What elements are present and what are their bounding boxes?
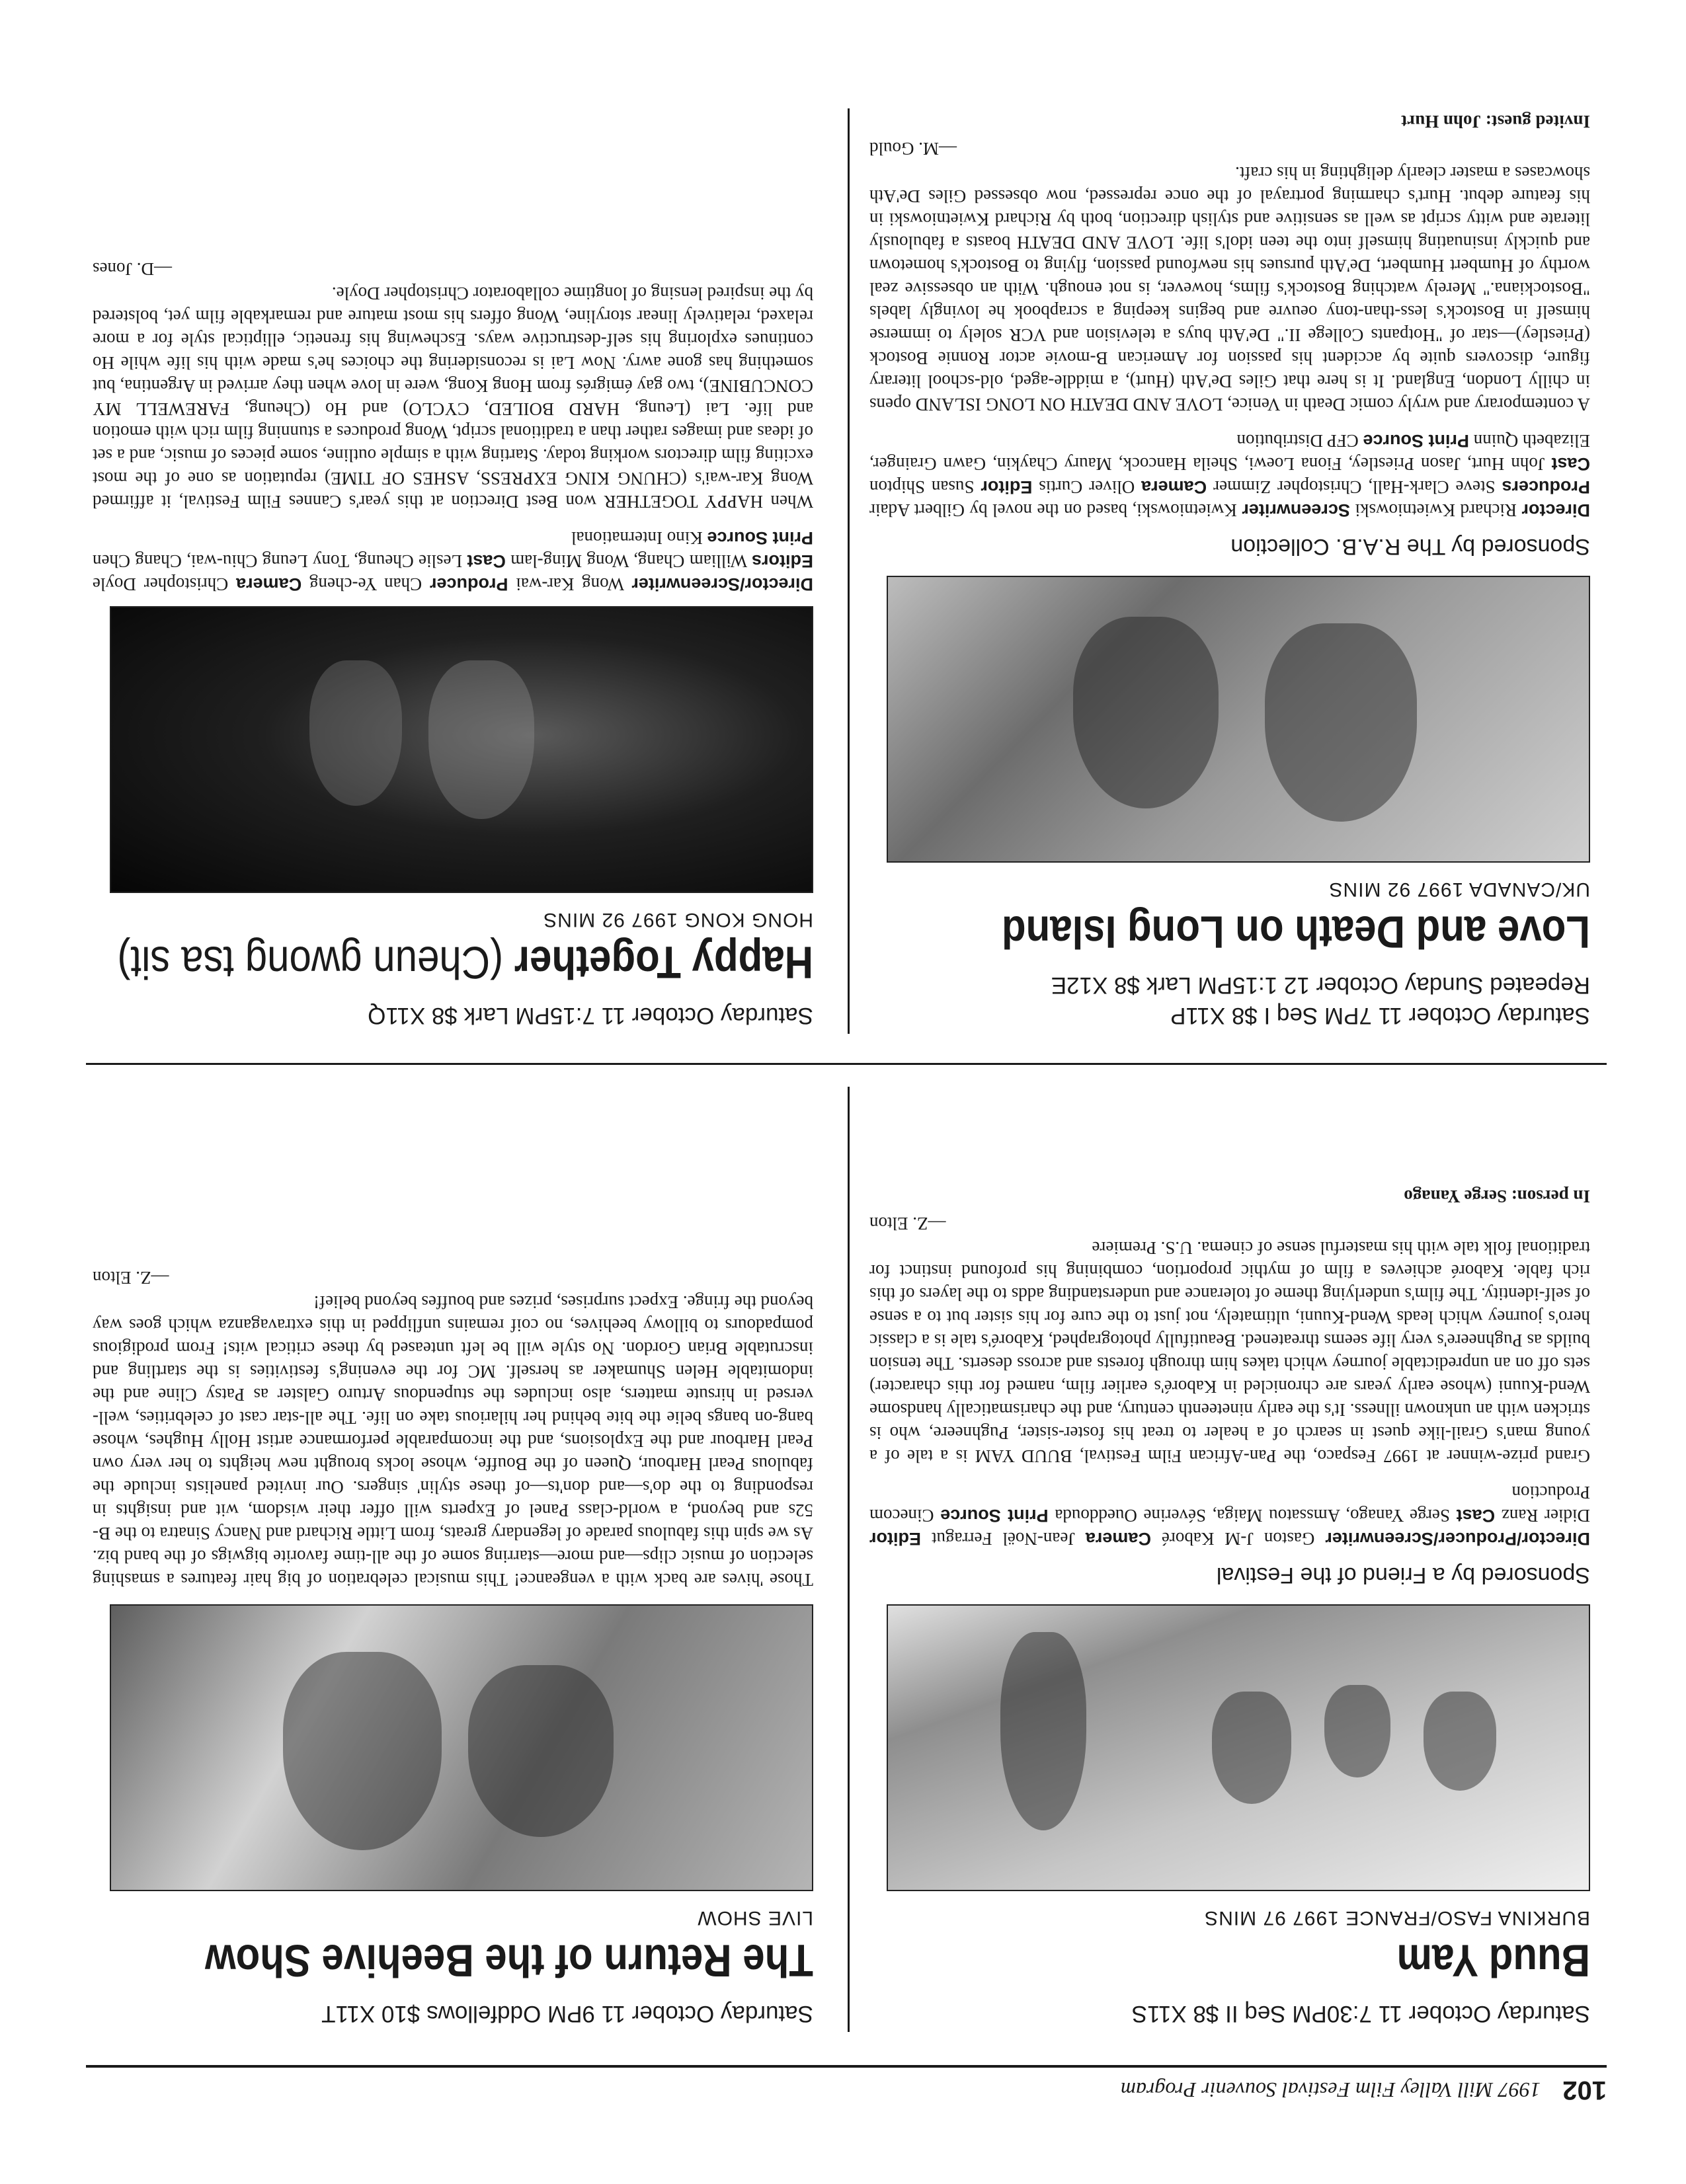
program-title: 1997 Mill Valley Film Festival Souvenir Program (1120, 2078, 1541, 2102)
film-still-photo (887, 1604, 1590, 1891)
film-still-photo (887, 576, 1590, 863)
film-meta: UK/CANADA 1997 92 MINS (1328, 878, 1590, 900)
row-divider (86, 1063, 1607, 1065)
credit-role: Camera (1085, 1529, 1151, 1549)
schedule-line: Saturday October 11 9PM Oddfellows $10 X11T (321, 2001, 813, 2027)
credit-names: Didier Ranz (1501, 1506, 1590, 1526)
credit-role: Cast (1456, 1506, 1496, 1526)
credits-block (869, 1481, 1590, 1550)
credit-names: CFP Distribution (1236, 431, 1359, 451)
sponsor-line: Sponsored by The R.A.B. Collection (1230, 534, 1590, 559)
film-still-photo (110, 1604, 813, 1891)
schedule-line: Saturday October 11 7PM Seq I $8 X11P (1170, 1003, 1590, 1029)
credit-role: Screenwriter (1242, 500, 1350, 520)
film-description: Those 'hives are back with a vengeance! This musical celebration of big hair features a smashing selection of music clips—and more—starring some of the all-time favorite bigwigs of the band biz. As we spin this fabulous parade of legendary greats, from Little Richard and Nancy Sinatra to the B-52s and beyond, a world-class Panel of Experts will offer their wisdom, wit and insights in responding to the do's—and don'ts—of these stylin' singers. Our invited panelists include the fabulous Pearl Harbour, Queen of the Bouffe, whose locks brought new heights to her very own Pearl Harbour and the Explosions, and the incomparable performance artist Holly Hughes, whose bang-on bangs belie the bite behind her hilarious take on life. The all-star cast of celebrities, well-versed in hirsute matters, also includes the stupendous Arturo Galster as Patsy Cline and the indomitable Helen Shumaker as herself. MC for the evening's festivities is the startling and inscrutable Brian Gordon. No style will be left unteased by these critical wits! From prodigious pompadours to billowy beehives, no coif remains unflipped in this extravaganza which goes way beyond the fringe. Expect surprises, prizes and bouffes beyond belief! (93, 1292, 813, 1590)
credit-names: Chan Ye-cheng (309, 574, 422, 594)
credit-names: Cinecom Production (869, 1483, 1590, 1526)
page-header (86, 2065, 1607, 2105)
credit-role: Print Source (1363, 431, 1470, 451)
page-number: 102 (1562, 2076, 1607, 2105)
schedule-line: Saturday October 11 7:30PM Seq II $8 X11S (1131, 2001, 1590, 2027)
credit-role: Print Source (940, 1506, 1049, 1526)
guest-line: In person: Serge Yanago (1404, 1187, 1590, 1206)
credit-role: Producers (1502, 477, 1590, 497)
repeat-schedule-line: Repeated Sunday October 12 1:15PM Lark $8 X12E (1051, 972, 1590, 998)
credit-names: Jean-Noël Ferragut (931, 1529, 1075, 1549)
film-title-main: Happy Together (514, 937, 813, 988)
credit-names: John Hurt, Jason Priestley, Fiona Loewi, Sheila Hancock, Maury Chaykin, Gawn Grainger, Elizabeth Quinn (869, 431, 1590, 474)
credit-names: William Chang, Wong Ming-lam (510, 551, 748, 571)
credit-role: Print Source (707, 528, 813, 548)
film-meta: BURKINA FASO/FRANCE 1997 97 MINS (1204, 1907, 1590, 1929)
credits-block (869, 429, 1590, 522)
column-divider-bottom (848, 108, 850, 1034)
film-love-and-death (869, 110, 1590, 1031)
film-title (93, 935, 813, 990)
credit-role: Editor (869, 1529, 921, 1549)
film-description: A contemporary and wryly comic Death in Venice, LOVE AND DEATH ON LONG ISLAND opens in chilly London, England. It is here that Giles De'Ath (Hurt), a middle-aged, old-school literary figure, discovers quite by accident his passion for American B-movie actor Ronnie Bostock (Priestley)—star of "Hotpants College II." De'Ath buys a television and VCR solely to immerse himself in Bostock's less-than-tony oeuvre and begins keeping a scrapbook he lovingly labels "Bostockiana." Merely watching Bostock's films, however, is not enough. With an obsessive zeal worthy of Humbert Humbert, De'Ath pursues his newfound passion, flying to Bostock's hometown and quickly insinuating himself into the teen idol's life. LOVE AND DEATH boasts a fabulously literate and witty script as well as sensitive and stylish direction, both by Richard Kwietniowski in his feature debut. Hurt's charming portrayal of the once repressed, now obsessed Giles De'Ath showcases a master clearly delighting in his craft. (869, 163, 1590, 414)
reviewer-signature: —M. Gould (869, 139, 957, 159)
credit-role: Camera (1141, 477, 1207, 497)
film-still-photo (110, 606, 813, 893)
film-title: Buud Yam (1396, 1935, 1590, 1986)
credit-role: Director/Screenwriter (631, 574, 813, 594)
credit-names: Steve Clark-Hall, Christopher Zimmer (1213, 477, 1496, 497)
guest-line: Invited guest: John Hurt (1401, 112, 1590, 132)
film-meta: HONG KONG 1997 92 MINS (543, 909, 813, 931)
reviewer-signature: —D. Jones (93, 259, 172, 279)
credit-names: Serge Yanago, Amssatou Maiga, Séverine Oueddouda (1055, 1506, 1450, 1526)
credit-role: Editors (751, 551, 813, 571)
film-title: The Return of the Beehive Show (204, 1935, 813, 1986)
film-buud-yam (869, 1185, 1590, 2029)
credit-names: Oliver Curtis (1039, 477, 1135, 497)
reviewer-signature: —Z. Elton (869, 1214, 946, 1233)
credit-role: Director (1521, 500, 1590, 520)
credit-names: Christopher Doyle (92, 574, 229, 594)
film-meta: LIVE SHOW (697, 1907, 813, 1929)
film-beehive-show (93, 1266, 813, 2029)
credit-role: Editor (981, 477, 1033, 497)
credit-names: Kwietniowski, based on the novel by Gilbert Adair (869, 500, 1237, 520)
column-divider-top (848, 1087, 850, 2032)
credit-role: Cast (1551, 454, 1590, 474)
film-title-alt: (Cheun gwong tsa sit) (117, 937, 504, 988)
schedule-line: Saturday October 11 7:15PM Lark $8 X11Q (368, 1003, 813, 1029)
film-description: When HAPPY TOGETHER won Best Direction at this year's Cannes Film Festival, it affirmed Wong Kar-wai's (CHUNG KING EXPRESS, ASHES OF TIME) reputation as one of the most exciting film directors working today. Starting with a simple outline, some pieces of music, and a set of ideas and images rather than a traditional script, Wong produces a stunning film rich with emotion and life. Lai (Leung, HARD BOILED, CYCLO) and Ho (Cheung, FAREWELL MY CONCUBINE), two gay émigrés from Hong Kong, were in love when they arrived in Argentina, but something has gone awry. Now Lai is reconsidering the choices he's made with his life while Ho continues exploring his self-destructive ways. Eschewing his frenetic, elliptical style for a more relaxed, relatively linear storyline, Wong offers his most mature and remarkable film yet, bolstered by the inspired lensing of longtime collaborator Christopher Doyle. (93, 284, 813, 512)
film-happy-together (93, 257, 813, 1031)
credit-names: Susan Shipton (869, 477, 975, 497)
credit-names: Kino International (571, 528, 703, 548)
reviewer-signature: —Z. Elton (93, 1268, 169, 1288)
film-description: Grand prize-winner at 1997 Fespaco, the Pan-African Film Festival, BUUD YAM is a tale of a young man's Grail-like quest in search of a healer to treat his foster-sister, Pughneere, who is stricken with an unknown illness. It's the early nineteenth century, and the charismatically handsome Wend-Kuuni (whose early years are chronicled in Kaboré's earlier film, named for this character) sets off on an unpredictable journey which takes him through forests and across deserts. The tension builds as Pughneere's very life seems threatened. Beautifully photographed, Kaboré's tale is a classic hero's journey which leads Wend-Kuuni, ultimately, not just to the cure for his sister but to a sense of self-identity. The film's underlying theme of tolerance and understanding adds to the layers of this rich fable. Kaboré achieves a film of mythic proportion, combining his profound instinct for traditional folk tale with his masterful sense of cinema. U.S. Premiere (869, 1238, 1590, 1466)
film-title: Love and Death on Long Island (1001, 906, 1590, 958)
credit-role: Cast (467, 551, 506, 571)
credit-role: Director/Producer/Screenwriter (1325, 1529, 1590, 1549)
credit-names: Gaston J-M Kaboré (1161, 1529, 1315, 1549)
credits-block (93, 526, 813, 596)
credit-role: Producer (430, 574, 508, 594)
credit-names: Wong Kar-wai (516, 574, 624, 594)
credit-names: Leslie Cheung, Tony Leung Chiu-wai, Chang Chen (93, 551, 462, 571)
credit-role: Camera (236, 574, 302, 594)
credit-names: Richard Kwietniowski (1355, 500, 1517, 520)
sponsor-line: Sponsored by a Friend of the Festival (1216, 1563, 1590, 1588)
